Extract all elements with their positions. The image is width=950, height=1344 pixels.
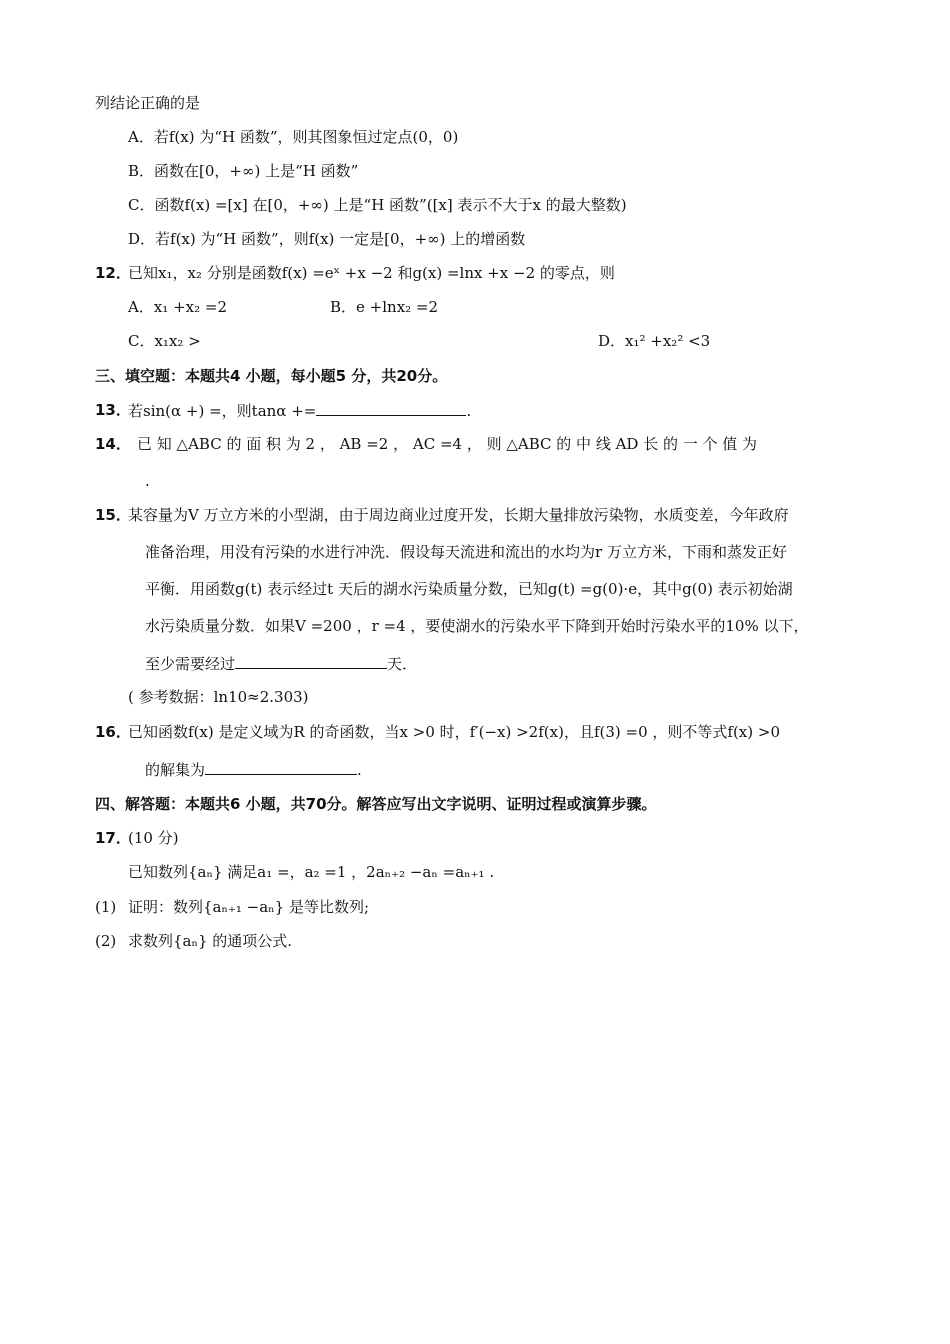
- q17-number: 17．: [95, 829, 131, 847]
- q16-number: 16．: [95, 723, 131, 741]
- q13-answer-blank[interactable]: [316, 399, 466, 416]
- q13-stem: [128, 399, 471, 422]
- q16-line-1: 已知函数f(x) 是定义域为R 的奇函数，当x >0 时，f′(−x) >2f(x)，且f(3) =0 ，则不等式f(x) >0: [128, 723, 780, 741]
- q16-line-2: [145, 758, 362, 781]
- q16-period: .: [357, 761, 362, 779]
- q13-period: .: [466, 402, 472, 420]
- q15-line-4: 水污染质量分数．如果V =200 ，r =4 ，要使湖水的污染水平下降到开始时污染水平的10% 以下，: [145, 617, 809, 635]
- q15-answer-blank[interactable]: [235, 652, 387, 669]
- q15-line-5-end: 天．: [387, 655, 418, 673]
- q15-line-5-text: 至少需要经过: [145, 655, 236, 673]
- q11-stem-tail: 列结论正确的是: [95, 94, 201, 112]
- q14-stem: 已 知 △ABC 的 面 积 为 2 ， AB =2 ， AC =4 ， 则 △ABC 的 中 线 AD 长 的 一 个 值 为: [137, 435, 758, 453]
- q11-option-a: A．若f(x) 为“H 函数”，则其图象恒过定点(0，0): [128, 128, 459, 146]
- q16-answer-blank[interactable]: [205, 758, 357, 775]
- q15-number: 15．: [95, 506, 131, 524]
- q17-part-1-number: (1): [95, 898, 117, 916]
- q15-line-1: 某容量为V 万立方米的小型湖，由于周边商业过度开发，长期大量排放污染物，水质变差，今年政府: [128, 506, 789, 524]
- q12-option-d: D．x₁² +x₂² <3: [598, 332, 711, 350]
- q12-option-b: B．e +lnx₂ =2: [330, 298, 439, 316]
- q17-stem: 已知数列{aₙ} 满足a₁ =，a₂ =1 ，2aₙ₊₂ −aₙ =aₙ₊₁ .: [128, 863, 495, 881]
- q15-reference-data: ( 参考数据：ln10≈2.303): [128, 688, 309, 706]
- q15-line-3: 平衡．用函数g(t) 表示经过t 天后的湖水污染质量分数，已知g(t) =g(0)·e，其中g(0) 表示初始湖: [145, 580, 793, 598]
- section-4-heading: 四、解答题：本题共6 小题，共70分。解答应写出文字说明、证明过程或演算步骤。: [95, 795, 657, 813]
- q11-option-b: B．函数在[0，+∞) 上是“H 函数”: [128, 162, 359, 180]
- q17-part-1: 证明：数列{aₙ₊₁ −aₙ} 是等比数列;: [128, 898, 370, 916]
- q12-number: 12．: [95, 264, 131, 282]
- q17-score: (10 分): [128, 829, 179, 847]
- q11-option-c: C．函数f(x) =[x] 在[0，+∞) 上是“H 函数”([x] 表示不大于x 的最大整数): [128, 196, 627, 214]
- q12-option-c: C．x₁x₂ >: [128, 332, 201, 350]
- q17-part-2: 求数列{aₙ} 的通项公式.: [128, 932, 293, 950]
- q15-line-2: 准备治理，用没有污染的水进行冲洗．假设每天流进和流出的水均为r 万立方米，下雨和蒸发正好: [145, 543, 787, 561]
- q12-option-a: A．x₁ +x₂ =2: [128, 298, 227, 316]
- q14-period: .: [145, 472, 150, 490]
- section-3-heading: 三、填空题：本题共4 小题，每小题5 分，共20分。: [95, 367, 448, 385]
- q15-line-5: [145, 652, 417, 675]
- q12-stem: 已知x₁，x₂ 分别是函数f(x) =eˣ +x −2 和g(x) =lnx +x −2 的零点，则: [128, 264, 615, 282]
- q13-text: 若sin(α +) =，则tanα +=: [128, 402, 317, 420]
- q13-number: 13．: [95, 401, 131, 419]
- q17-part-2-number: (2): [95, 932, 117, 950]
- q16-line-2-text: 的解集为: [145, 761, 206, 779]
- q14-number: 14．: [95, 435, 131, 453]
- q11-option-d: D．若f(x) 为“H 函数”，则f(x) 一定是[0，+∞) 上的增函数: [128, 230, 526, 248]
